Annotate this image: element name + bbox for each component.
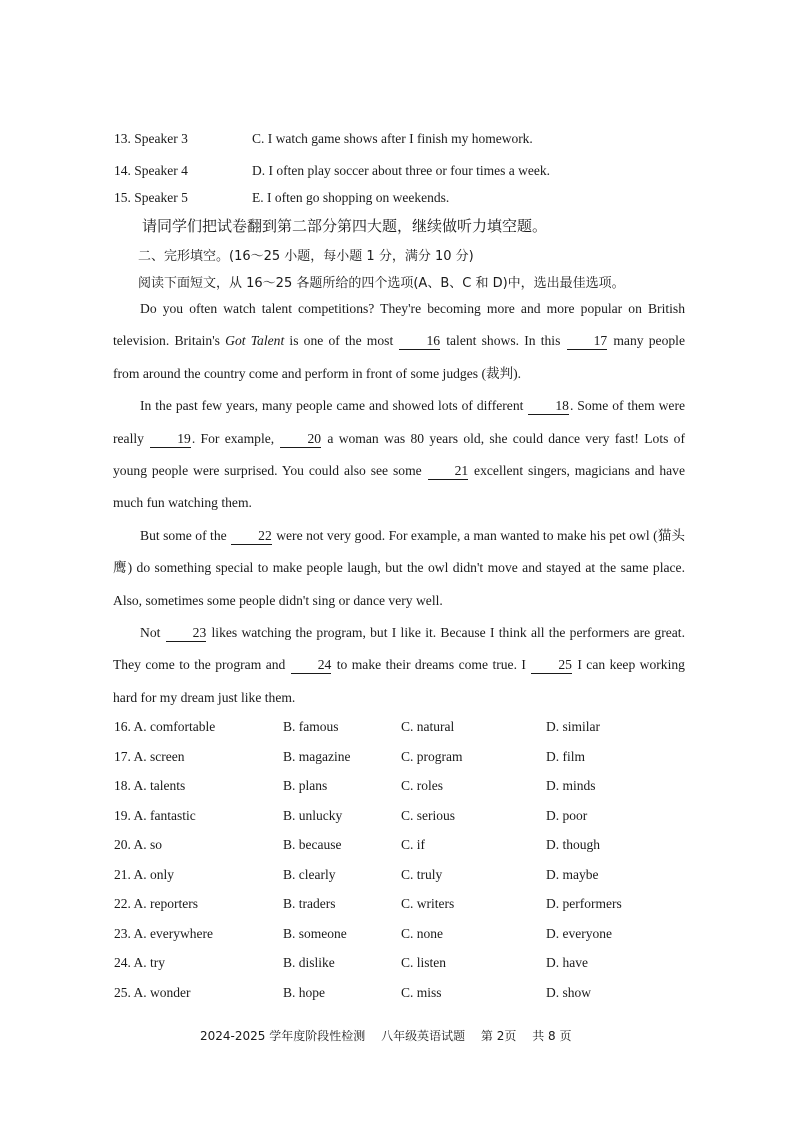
choice-c[interactable]: C. program (401, 748, 463, 764)
choice-d[interactable]: D. everyone (546, 925, 612, 941)
choice-b[interactable]: B. clearly (283, 866, 336, 882)
choice-c[interactable]: C. roles (401, 778, 443, 793)
choice-c[interactable]: C. if (401, 837, 426, 852)
choice-row (114, 955, 714, 984)
section-instruction: 阅读下面短文，从 16～25 各题所给的四个选项(A、B、C 和 D)中，选出最佳选项。 (138, 276, 625, 291)
choice-a[interactable]: 16. A. comfortable (114, 719, 216, 734)
paragraph: Not 23 likes watching the program, but I like it. Because I think all the performers are great. They come to the program and 24 to make their dreams come true. I 25 I can keep working hard for my dream just like them. (113, 625, 685, 705)
blank-21[interactable]: 21 (428, 463, 469, 480)
choice-row (114, 778, 714, 807)
choice-b[interactable]: B. magazine (283, 748, 351, 764)
choice-d[interactable]: D. poor (546, 807, 588, 823)
choice-a[interactable]: 22. A. reporters (114, 896, 198, 911)
choice-d[interactable]: D. maybe (546, 866, 599, 882)
speaker-label: 15. Speaker 5 (114, 190, 188, 205)
cloze-passage (113, 293, 685, 714)
choice-a[interactable]: 19. A. fantastic (114, 807, 196, 823)
show-title: Got Talent (225, 333, 285, 349)
blank-18[interactable]: 18 (528, 398, 569, 415)
blank-23[interactable]: 23 (166, 625, 207, 642)
choice-d[interactable]: D. have (546, 955, 588, 970)
choice-a[interactable]: 23. A. everywhere (114, 925, 213, 941)
choice-a[interactable]: 17. A. screen (114, 748, 185, 764)
choice-d[interactable]: D. show (546, 984, 592, 1000)
choice-b[interactable]: B. plans (283, 778, 328, 793)
choice-a[interactable]: 21. A. only (114, 866, 175, 882)
section-title: 二、完形填空。(16～25 小题，每小题 1 分，满分 10 分) (138, 249, 474, 264)
choice-a[interactable]: 18. A. talents (114, 778, 186, 793)
choice-d[interactable]: D. though (546, 837, 600, 852)
choice-c[interactable]: C. serious (401, 807, 455, 823)
choice-c[interactable]: C. listen (401, 955, 447, 970)
footer-page: 第 2页 (480, 1029, 517, 1043)
blank-20[interactable]: 20 (280, 431, 321, 448)
choice-d[interactable]: D. similar (546, 719, 600, 734)
choice-b[interactable]: B. hope (283, 984, 325, 1000)
choice-d[interactable]: D. film (546, 748, 585, 764)
choice-b[interactable]: B. dislike (283, 955, 335, 970)
blank-16[interactable]: 16 (399, 333, 440, 350)
choice-row (114, 985, 714, 1014)
blank-22[interactable]: 22 (231, 528, 272, 545)
choice-a[interactable]: 20. A. so (114, 837, 163, 852)
page-footer (200, 1027, 583, 1044)
choice-c[interactable]: C. writers (401, 896, 455, 911)
choice-b[interactable]: B. because (283, 837, 342, 852)
choice-row (114, 896, 714, 925)
paragraph: But some of the 22 were not very good. For example, a man wanted to make his pet owl (猫头鹰) do something special to make people laugh, but the owl didn't move and stayed at the same place. Also, sometimes some people didn't sing or dance very well. (113, 527, 685, 608)
choice-b[interactable]: B. famous (283, 719, 339, 734)
choice-c[interactable]: C. truly (401, 866, 443, 882)
choice-b[interactable]: B. traders (283, 896, 336, 911)
blank-24[interactable]: 24 (291, 657, 332, 674)
turn-page-instruction: 请同学们把试卷翻到第二部分第四大题，继续做听力填空题。 (142, 217, 548, 235)
matching-option: D. I often play soccer about three or four times a week. (252, 163, 551, 178)
paragraph: Do you often watch talent competitions? They're becoming more and more popular on British television. Britain's Got Talent is one of the most 16 talent shows. In this 17 many people from around the country come and perform in front of some judges (裁判). (113, 301, 685, 381)
matching-option: E. I often go shopping on weekends. (252, 190, 450, 205)
choice-d[interactable]: D. performers (546, 896, 622, 911)
blank-25[interactable]: 25 (531, 657, 572, 674)
blank-17[interactable]: 17 (567, 333, 608, 350)
choice-row (114, 808, 714, 837)
choice-row (114, 837, 714, 866)
footer-total: 共 8 页 (532, 1029, 572, 1043)
choice-c[interactable]: C. none (401, 925, 443, 941)
blank-19[interactable]: 19 (150, 431, 191, 448)
choice-a[interactable]: 24. A. try (114, 955, 166, 970)
choice-row (114, 867, 714, 896)
choice-row (114, 926, 714, 955)
choice-c[interactable]: C. miss (401, 984, 442, 1000)
choice-c[interactable]: C. natural (401, 719, 455, 734)
choice-row (114, 719, 714, 748)
choice-d[interactable]: D. minds (546, 778, 596, 793)
footer-subject: 八年级英语试题 (381, 1029, 466, 1043)
choice-b[interactable]: B. unlucky (283, 807, 343, 823)
choice-a[interactable]: 25. A. wonder (114, 984, 191, 1000)
paragraph: In the past few years, many people came and showed lots of different 18. Some of them were really 19. For example, 20 a woman was 80 years old, she could dance very fast! Lots of young people were surprised. You could also see some 21 excellent singers, magicians and have much fun watching them. (113, 398, 686, 511)
matching-option: C. I watch game shows after I finish my homework. (252, 131, 533, 146)
speaker-label: 14. Speaker 4 (114, 163, 188, 178)
choice-row (114, 749, 714, 778)
footer-year: 2024-2025 学年度阶段性检测 (200, 1029, 366, 1043)
speaker-label: 13. Speaker 3 (114, 131, 188, 146)
choice-b[interactable]: B. someone (283, 925, 347, 941)
